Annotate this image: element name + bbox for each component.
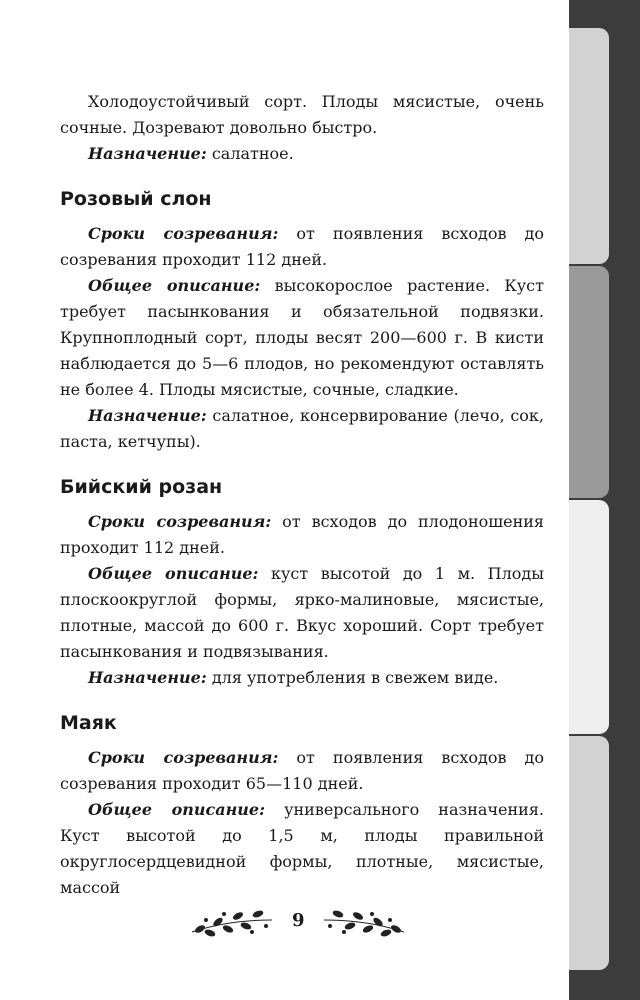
page-number: 9 — [292, 910, 305, 931]
ripening-paragraph — [60, 745, 544, 797]
ripening-text: от всходов до плодоношения проходит 112 дней. — [60, 512, 545, 557]
purpose-paragraph — [60, 665, 544, 691]
section-tab-4 — [569, 736, 609, 970]
page-content — [60, 89, 544, 901]
description-paragraph — [60, 797, 544, 901]
description-text: высокорослое растение. Куст требует пасынкования и обязательной подвязки. Крупноплодный сорт, плоды весят 200—600 г. В кисти наблюдается до 5—6 плодов, но рекомендуют оставлять не более 4. Плоды мясистые, сочные, сладкие. — [60, 276, 544, 399]
section-tab-2 — [569, 266, 609, 498]
variety-title: Бийский розан — [60, 476, 223, 498]
description-paragraph — [60, 273, 544, 403]
purpose-text: салатное, консервирование (лечо, сок, паста, кетчупы). — [60, 406, 544, 451]
description-paragraph — [60, 561, 544, 665]
purpose-label: Назначение: — [88, 668, 207, 687]
purpose-text: салатное. — [206, 144, 294, 163]
page-footer — [180, 902, 420, 942]
description-text: куст высотой до 1 м. Плоды плоскоокруглой формы, ярко-малиновые, мясистые, плотные, массой до 600 г. Вкус хороший. Сорт требует пасынкования и подвязывания. — [60, 564, 544, 661]
section-tab-1 — [569, 28, 609, 264]
ripening-label: Сроки созревания: — [88, 748, 279, 767]
ripening-label: Сроки созревания: — [88, 224, 279, 243]
intro-purpose — [60, 141, 544, 167]
variety-title: Маяк — [60, 712, 117, 734]
ripening-text: от появления всходов до созревания проходит 112 дней. — [60, 224, 544, 269]
description-text: универсального назначения. Куст высотой до 1,5 м, плоды правильной округлосердцевидной формы, плотные, мясистые, массой — [60, 800, 544, 897]
leaf-ornament-right-icon — [320, 902, 408, 942]
ripening-label: Сроки созревания: — [88, 512, 272, 531]
variety-title: Розовый слон — [60, 188, 212, 210]
ripening-paragraph — [60, 221, 544, 273]
section-tab-3 — [569, 500, 609, 734]
description-label: Общее описание: — [88, 800, 265, 819]
purpose-text: для употребления в свежем виде. — [206, 668, 499, 687]
purpose-paragraph — [60, 403, 544, 455]
description-label: Общее описание: — [88, 564, 259, 583]
ripening-text: от появления всходов до созревания проходит 65—110 дней. — [60, 748, 544, 793]
ripening-paragraph — [60, 509, 544, 561]
purpose-label: Назначение: — [88, 406, 207, 425]
intro-paragraph: Холодоустойчивый сорт. Плоды мясистые, очень сочные. Дозревают довольно быстро. — [60, 92, 544, 137]
leaf-ornament-left-icon — [188, 902, 276, 942]
purpose-label: Назначение: — [88, 144, 207, 163]
description-label: Общее описание: — [88, 276, 261, 295]
